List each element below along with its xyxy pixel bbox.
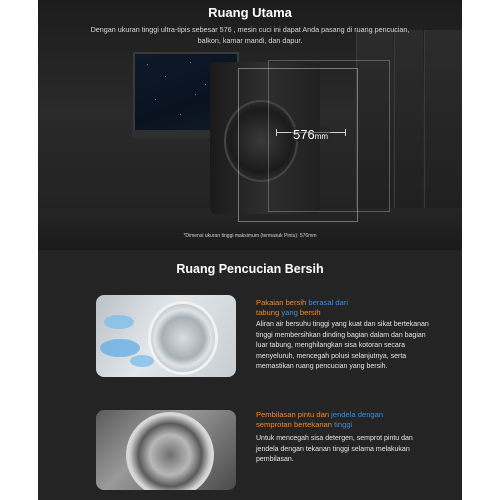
product-page (38, 0, 462, 500)
feature-1-heading-part: berasal dari (308, 298, 349, 307)
feature-2-heading-part: tinggi (334, 420, 353, 429)
feature-2-body: Untuk mencegah sisa detergen, semprot pintu dan jendela dengan tekanan tinggi selama melakukan pembilasan. (256, 435, 413, 463)
feature-2-heading (256, 410, 426, 430)
clean-section-title: Ruang Pencucian Bersih (176, 262, 324, 276)
water-splash (100, 339, 140, 357)
feature-2-heading-part: Pembilasan (256, 410, 298, 419)
feature-2-heading-part: semprotan (256, 420, 294, 429)
feature-1-heading-part: Pakaian (256, 298, 286, 307)
feature-1-heading-part: yang (281, 308, 300, 317)
water-splash (104, 315, 134, 329)
water-splash (130, 355, 154, 367)
feature-1-heading-part: bersih (285, 298, 309, 307)
feature-2-heading-part: dan (316, 410, 332, 419)
feature-2-heading-part: jendela (331, 410, 358, 419)
hero-title: Ruang Utama (208, 5, 292, 20)
door-drum-icon (126, 412, 214, 490)
drum-cleaning-image (96, 295, 236, 377)
dimension-box-front (238, 68, 358, 222)
depth-dimension-label: 576mm (293, 127, 329, 142)
main-room-hero (38, 0, 462, 250)
feature-2-heading-part: bertekanan (294, 420, 335, 429)
feature-1-heading-part: bersih (299, 308, 321, 317)
feature-1-heading-part: tabung (256, 308, 282, 317)
door-rinse-image (96, 410, 236, 490)
drum-icon (148, 301, 218, 375)
feature-2-heading-part: pintu (297, 410, 317, 419)
dimension-footnote: *Dimensi ukuran tinggi maksimum (termasuk Pintu): 576mm (183, 233, 317, 239)
feature-2-heading-part: dengan (357, 410, 384, 419)
hero-subtitle: Dengan ukuran tinggi ultra-tipis sebesar 576 , mesin cuci ini dapat Anda pasang di ruang pencucian, balkon, kamar mandi, dan dapur. (90, 25, 410, 45)
feature-1-body: Aliran air bersuhu tinggi yang kuat dan sikat bertekanan tinggi membersihkan dinding bagian dalam dan bagian luar tabung, menghilangkan sisa kotoran secara menyeluruh, mencegah polusi selanjutnya, serta memastikan ruang pencucian yang bersih. (256, 321, 429, 370)
feature-1-heading (256, 298, 426, 318)
